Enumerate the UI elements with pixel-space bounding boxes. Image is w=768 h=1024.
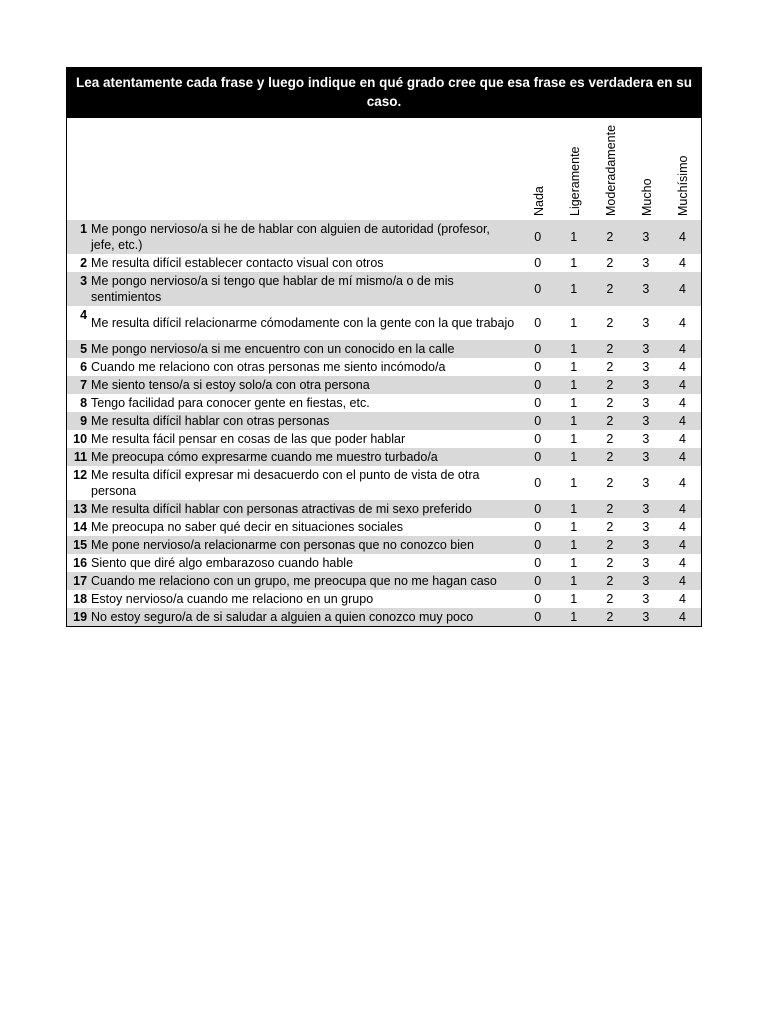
response-option-4[interactable]: 4 (678, 395, 686, 410)
response-option-4[interactable]: 4 (664, 412, 701, 430)
response-option-3[interactable]: 3 (628, 376, 664, 394)
response-option-0[interactable]: 0 (520, 412, 556, 430)
item-text: Me resulta difícil hablar con otras personas (89, 412, 520, 430)
response-option-4[interactable]: 4 (678, 475, 686, 490)
response-option-4[interactable]: 4 (664, 376, 701, 394)
item-text: Me preocupa cómo expresarme cuando me muestro turbado/a (89, 448, 520, 466)
response-option-1[interactable]: 1 (556, 448, 592, 466)
scale-header-row (67, 118, 701, 220)
table-row (67, 608, 701, 626)
response-option-3[interactable]: 3 (628, 608, 664, 626)
response-option-4[interactable]: 4 (664, 448, 701, 466)
response-option-3[interactable]: 3 (628, 448, 664, 466)
response-option-3[interactable]: 3 (628, 220, 664, 254)
item-number: 6 (80, 360, 88, 374)
response-option-2[interactable]: 2 (592, 272, 628, 306)
item-number: 18 (73, 592, 88, 606)
item-number: 15 (67, 536, 89, 554)
response-option-0[interactable]: 0 (520, 376, 556, 394)
response-option-2[interactable]: 2 (606, 255, 614, 270)
response-option-2[interactable]: 2 (592, 448, 628, 466)
response-option-0[interactable]: 0 (534, 519, 542, 534)
response-option-0[interactable]: 0 (534, 255, 542, 270)
response-option-3[interactable]: 3 (628, 272, 664, 306)
table-row (67, 340, 701, 358)
table-row (67, 430, 701, 448)
table-row (67, 466, 701, 500)
response-option-1[interactable]: 1 (556, 340, 592, 358)
response-option-1[interactable]: 1 (556, 220, 592, 254)
response-option-4[interactable]: 4 (678, 359, 686, 374)
response-option-1[interactable]: 1 (570, 591, 578, 606)
response-option-4[interactable]: 4 (664, 500, 701, 518)
response-option-4[interactable]: 4 (664, 608, 701, 626)
scale-label-nada: Nada (532, 186, 546, 216)
response-option-1[interactable]: 1 (556, 572, 592, 590)
item-text: Me pongo nervioso/a si me encuentro con un conocido en la calle (89, 340, 520, 358)
response-option-4[interactable]: 4 (678, 431, 686, 446)
response-option-2[interactable]: 2 (606, 591, 614, 606)
response-option-3[interactable]: 3 (642, 475, 650, 490)
response-option-1[interactable]: 1 (570, 555, 578, 570)
response-option-1[interactable]: 1 (570, 315, 578, 330)
response-option-1[interactable]: 1 (556, 536, 592, 554)
instructions-header: Lea atentamente cada frase y luego indique en qué grado cree que esa frase es verdadera en su caso. (67, 68, 701, 118)
response-option-0[interactable]: 0 (534, 475, 542, 490)
item-number: 4 (80, 308, 88, 322)
response-option-0[interactable]: 0 (520, 448, 556, 466)
table-row (67, 536, 701, 554)
response-option-1[interactable]: 1 (570, 519, 578, 534)
response-option-3[interactable]: 3 (628, 500, 664, 518)
item-text: Me resulta difícil hablar con personas atractivas de mi sexo preferido (89, 500, 520, 518)
table-row (67, 448, 701, 466)
item-text: Me resulta difícil relacionarme cómodamente con la gente con la que trabajo (91, 315, 515, 330)
item-text: Estoy nervioso/a cuando me relaciono en un grupo (91, 591, 374, 606)
response-option-1[interactable]: 1 (556, 412, 592, 430)
response-option-2[interactable]: 2 (592, 220, 628, 254)
scale-label-mucho: Mucho (640, 178, 654, 216)
response-option-4[interactable]: 4 (678, 555, 686, 570)
item-number: 2 (80, 256, 88, 270)
table-row (67, 272, 701, 306)
response-option-2[interactable]: 2 (606, 359, 614, 374)
response-option-3[interactable]: 3 (642, 359, 650, 374)
response-option-4[interactable]: 4 (664, 536, 701, 554)
response-option-0[interactable]: 0 (520, 340, 556, 358)
response-option-2[interactable]: 2 (606, 519, 614, 534)
response-option-1[interactable]: 1 (556, 608, 592, 626)
table-row (67, 412, 701, 430)
item-text: Me pone nervioso/a relacionarme con personas que no conozco bien (89, 536, 520, 554)
scale-label-moderadamente: Moderadamente (604, 124, 618, 216)
table-row (67, 394, 701, 412)
response-option-4[interactable]: 4 (664, 572, 701, 590)
table-row (67, 518, 701, 536)
response-option-0[interactable]: 0 (534, 395, 542, 410)
response-option-0[interactable]: 0 (520, 500, 556, 518)
response-option-0[interactable]: 0 (534, 591, 542, 606)
items-table (67, 220, 701, 626)
response-option-4[interactable]: 4 (678, 591, 686, 606)
table-row (67, 590, 701, 608)
response-option-3[interactable]: 3 (628, 536, 664, 554)
response-option-1[interactable]: 1 (556, 272, 592, 306)
item-text: Me siento tenso/a si estoy solo/a con otra persona (89, 376, 520, 394)
item-text: Me pongo nervioso/a si he de hablar con alguien de autoridad (profesor, jefe, etc.) (89, 220, 520, 254)
response-option-1[interactable]: 1 (570, 431, 578, 446)
table-row (67, 554, 701, 572)
response-option-3[interactable]: 3 (642, 519, 650, 534)
response-option-0[interactable]: 0 (520, 572, 556, 590)
response-option-1[interactable]: 1 (570, 395, 578, 410)
item-number: 1 (67, 220, 89, 254)
response-option-0[interactable]: 0 (534, 315, 542, 330)
table-row (67, 572, 701, 590)
item-text: Me resulta difícil expresar mi desacuerdo con el punto de vista de otra persona (91, 467, 480, 498)
item-number: 9 (67, 412, 89, 430)
response-option-1[interactable]: 1 (570, 359, 578, 374)
item-number: 14 (73, 520, 88, 534)
response-option-4[interactable]: 4 (664, 272, 701, 306)
item-text: Me preocupa no saber qué decir en situaciones sociales (91, 519, 404, 534)
response-option-3[interactable]: 3 (628, 572, 664, 590)
response-option-3[interactable]: 3 (642, 315, 650, 330)
item-number: 19 (67, 608, 89, 626)
response-option-0[interactable]: 0 (534, 359, 542, 374)
item-text: Siento que diré algo embarazoso cuando hable (91, 555, 354, 570)
item-number: 16 (73, 556, 88, 570)
response-option-4[interactable]: 4 (664, 340, 701, 358)
table-row (67, 306, 701, 340)
item-text: Cuando me relaciono con otras personas me siento incómodo/a (91, 359, 446, 374)
response-option-2[interactable]: 2 (592, 376, 628, 394)
response-option-0[interactable]: 0 (534, 555, 542, 570)
response-option-3[interactable]: 3 (642, 555, 650, 570)
response-option-4[interactable]: 4 (678, 255, 686, 270)
table-row (67, 376, 701, 394)
response-option-1[interactable]: 1 (570, 475, 578, 490)
item-text: Me resulta difícil establecer contacto visual con otros (91, 255, 384, 270)
response-option-2[interactable]: 2 (592, 608, 628, 626)
item-number: 12 (73, 468, 88, 482)
item-number: 3 (67, 272, 89, 306)
response-option-0[interactable]: 0 (520, 272, 556, 306)
response-option-4[interactable]: 4 (678, 315, 686, 330)
response-option-3[interactable]: 3 (628, 340, 664, 358)
response-option-3[interactable]: 3 (628, 412, 664, 430)
response-option-1[interactable]: 1 (556, 500, 592, 518)
response-option-3[interactable]: 3 (642, 395, 650, 410)
response-option-0[interactable]: 0 (534, 431, 542, 446)
response-option-2[interactable]: 2 (606, 475, 614, 490)
response-option-4[interactable]: 4 (678, 519, 686, 534)
item-number: 13 (67, 500, 89, 518)
item-text: Me resulta fácil pensar en cosas de las que poder hablar (91, 431, 406, 446)
table-row (67, 220, 701, 254)
response-option-0[interactable]: 0 (520, 608, 556, 626)
table-row (67, 254, 701, 272)
item-number: 11 (67, 448, 89, 466)
response-option-2[interactable]: 2 (592, 340, 628, 358)
response-option-2[interactable]: 2 (606, 431, 614, 446)
response-option-3[interactable]: 3 (642, 591, 650, 606)
item-number: 7 (67, 376, 89, 394)
response-option-3[interactable]: 3 (642, 255, 650, 270)
response-option-2[interactable]: 2 (592, 412, 628, 430)
item-number: 10 (73, 432, 88, 446)
response-option-2[interactable]: 2 (606, 395, 614, 410)
response-option-2[interactable]: 2 (592, 500, 628, 518)
response-option-2[interactable]: 2 (592, 536, 628, 554)
response-option-1[interactable]: 1 (570, 255, 578, 270)
response-option-2[interactable]: 2 (606, 315, 614, 330)
item-text: Cuando me relaciono con un grupo, me preocupa que no me hagan caso (89, 572, 520, 590)
scale-label-ligeramente: Ligeramente (568, 146, 582, 216)
questionnaire-sheet (66, 67, 702, 627)
response-option-1[interactable]: 1 (556, 376, 592, 394)
item-text: No estoy seguro/a de si saludar a alguien a quien conozco muy poco (89, 608, 520, 626)
response-option-2[interactable]: 2 (606, 555, 614, 570)
scale-label-muchisimo: Muchísimo (676, 155, 690, 216)
item-text: Tengo facilidad para conocer gente en fiestas, etc. (91, 395, 370, 410)
item-text: Me pongo nervioso/a si tengo que hablar de mí mismo/a o de mis sentimientos (89, 272, 520, 306)
table-row (67, 500, 701, 518)
response-option-4[interactable]: 4 (664, 220, 701, 254)
response-option-0[interactable]: 0 (520, 536, 556, 554)
table-row (67, 358, 701, 376)
response-option-0[interactable]: 0 (520, 220, 556, 254)
response-option-2[interactable]: 2 (592, 572, 628, 590)
item-number: 8 (80, 396, 88, 410)
response-option-3[interactable]: 3 (642, 431, 650, 446)
item-number: 17 (67, 572, 89, 590)
item-number: 5 (67, 340, 89, 358)
